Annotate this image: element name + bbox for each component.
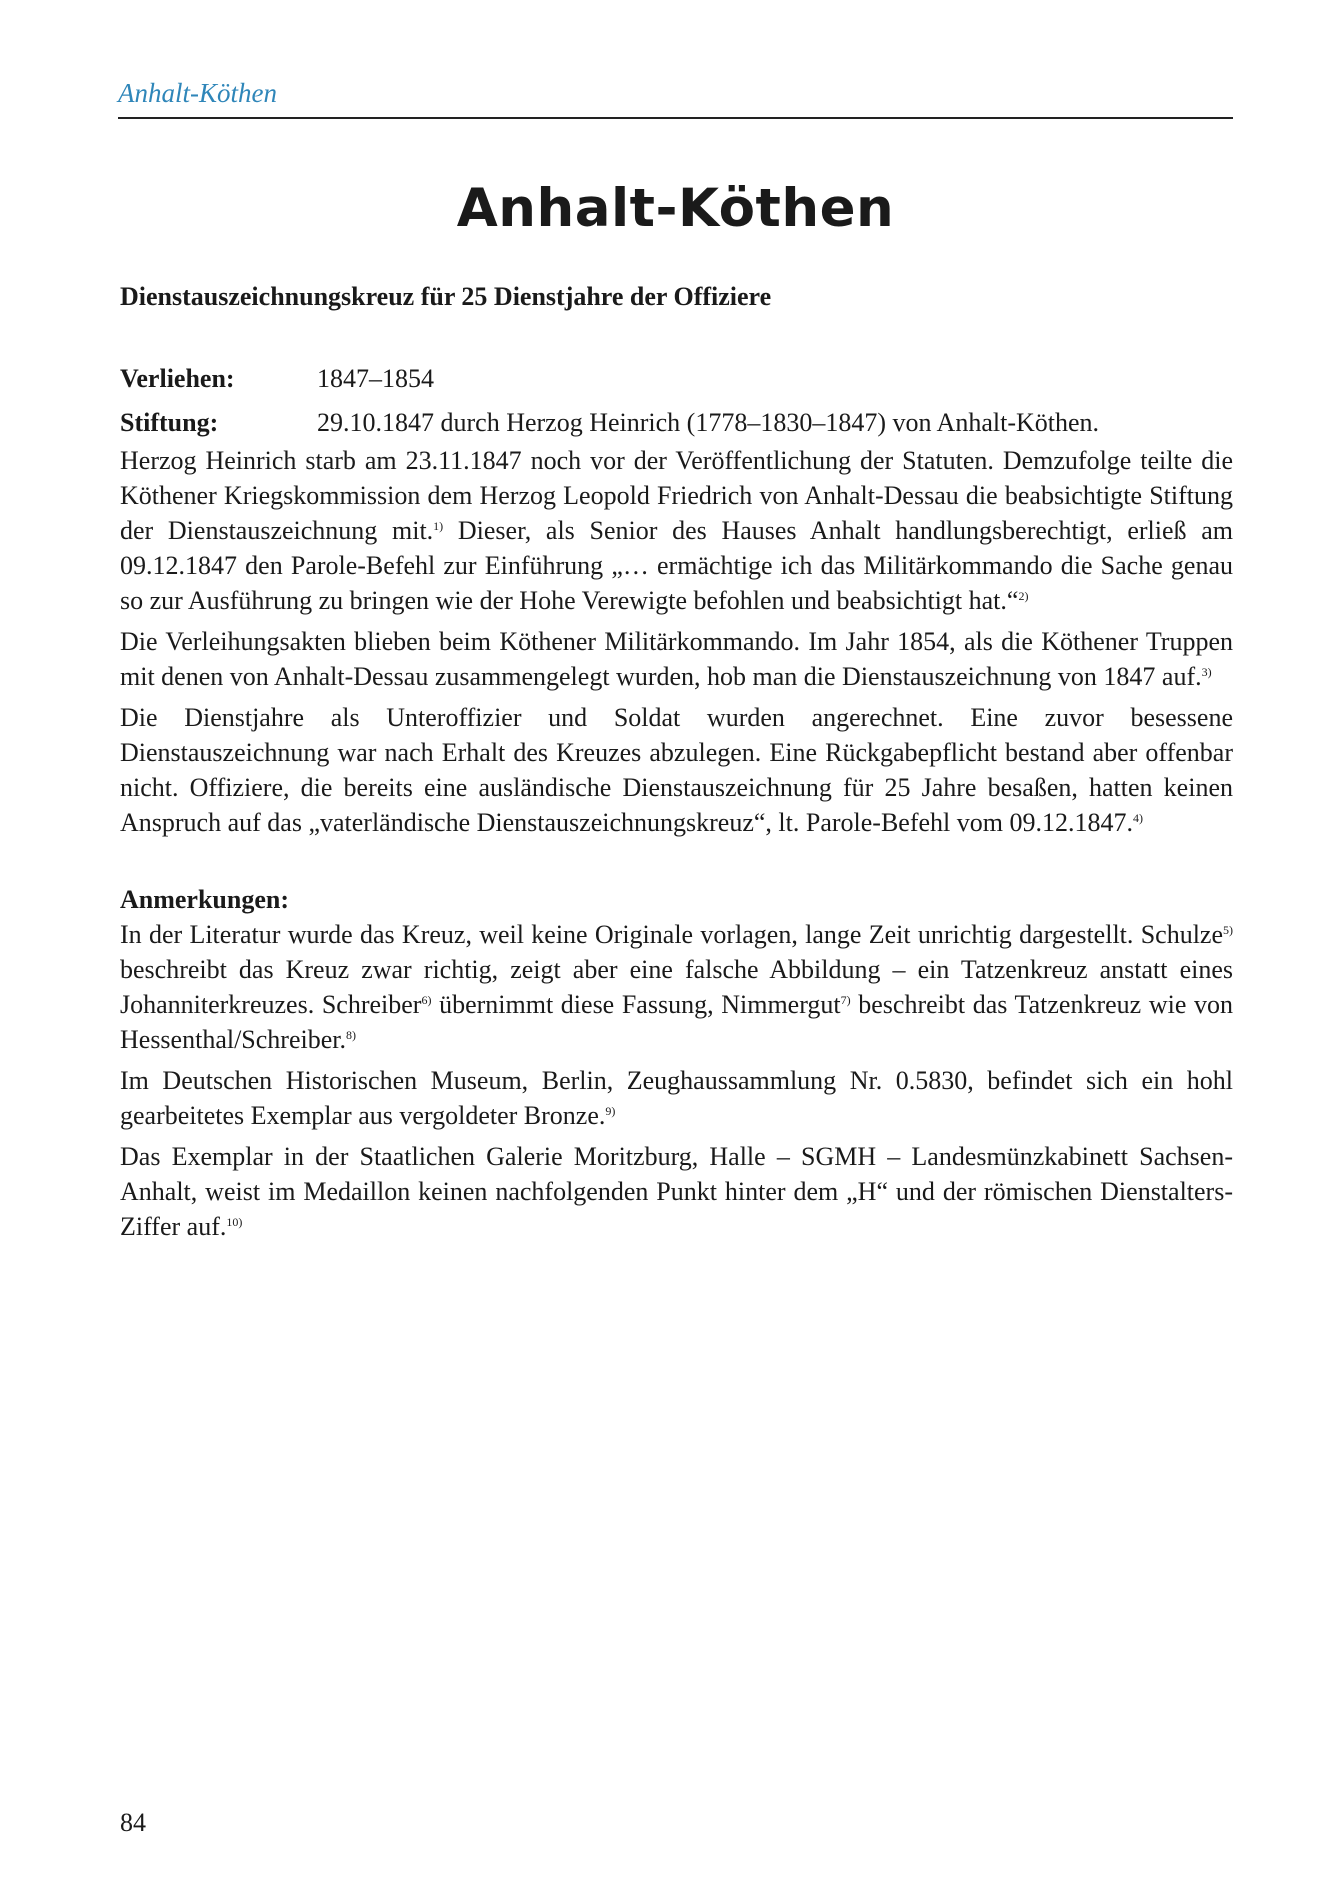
footnote-ref: 6) xyxy=(421,993,432,1007)
footnote-ref: 5) xyxy=(1223,923,1233,937)
body-paragraph: Herzog Heinrich starb am 23.11.1847 noch vor der Veröffentlichung der Statuten. Demzufolge teilte die Köthener Kriegskommission dem Herzog Leopold Friedrich von Anhalt-Dessau die beabsichtigte Stiftung der Dienstauszeichnung mit.$^{1)}$ Dieser, als Senior des Hauses Anhalt handlungsberechtigt, erließ am 09.12.1847 den Parole-Befehl zur Einführung „… ermächtige ich das Militärkommando die Sache genau so zur Ausführung zu bringen wie der Hohe Verewigte befohlen und beabsichtigt hat.“$^{2)}$ xyxy=(120,446,1233,615)
page-content xyxy=(120,279,1233,1244)
running-head: Anhalt-Köthen xyxy=(118,78,277,108)
note-paragraph: In der Literatur wurde das Kreuz, weil keine Originale vorlagen, lange Zeit unrichtig dargestellt. Schulze$^{5)}$ beschreibt das Kreuz zwar richtig, zeigt aber eine falsche Abbildung – ein Tatzenkreuz anstatt eines Johanniterkreuzes. Schreiber$^{6)}$ übernimmt diese Fassung, Nimmergut$^{7)}$ beschreibt das Tatzenkreuz wie von Hessenthal/Schreiber.$^{8)}$ xyxy=(120,920,1233,1054)
meta-label: Verliehen: xyxy=(120,364,235,393)
section-subtitle: Dienstauszeichnungskreuz für 25 Dienstjahre der Offiziere xyxy=(120,282,772,311)
meta-row-stiftung xyxy=(120,405,1233,440)
note-paragraph: Im Deutschen Historischen Museum, Berlin, Zeughaussammlung Nr. 0.5830, befindet sich ein hohl gearbeitetes Exemplar aus vergoldeter Bronze.$^{9)}$ xyxy=(120,1066,1233,1130)
footnote-ref: 2) xyxy=(1018,589,1029,603)
footnote-ref: 7) xyxy=(840,993,851,1007)
meta-row-verliehen xyxy=(120,361,1233,396)
header-rule xyxy=(118,117,1233,119)
footnote-ref: 1) xyxy=(433,519,444,533)
notes-heading: Anmerkungen: xyxy=(120,885,290,914)
meta-label: Stiftung: xyxy=(120,408,219,437)
page-title: Anhalt-Köthen xyxy=(456,178,895,239)
footnote-ref: 4) xyxy=(1132,811,1143,825)
footnote-ref: 3) xyxy=(1201,665,1212,679)
meta-value: 29.10.1847 durch Herzog Heinrich (1778–1830–1847) von Anhalt-Köthen. xyxy=(317,408,1100,437)
page-number: 84 xyxy=(120,1808,146,1837)
footnote-ref: 10) xyxy=(226,1215,243,1229)
footnote-ref: 8) xyxy=(346,1028,356,1042)
body-paragraph: Die Dienstjahre als Unteroffizier und Soldat wurden angerechnet. Eine zuvor besessene Dienstauszeichnung war nach Erhalt des Kreuzes abzulegen. Eine Rückgabepflicht bestand aber offenbar nicht. Offiziere, die bereits eine ausländische Dienstauszeichnung für 25 Jahre besaßen, hatten keinen Anspruch auf das „vaterländische Dienstauszeichnungskreuz“, lt. Parole-Befehl vom 09.12.1847.$^{4)}$ xyxy=(120,703,1233,837)
note-paragraph: Das Exemplar in der Staatlichen Galerie Moritzburg, Halle – SGMH – Landesmünzkabinett Sachsen-Anhalt, weist im Medaillon keinen nachfolgenden Punkt hinter dem „H“ und der römischen Dienstalters-Ziffer auf.$^{10)}$ xyxy=(120,1142,1233,1241)
meta-value: 1847–1854 xyxy=(317,364,434,393)
body-paragraph: Die Verleihungsakten blieben beim Köthener Militärkommando. Im Jahr 1854, als die Köthener Truppen mit denen von Anhalt-Dessau zusammengelegt wurden, hob man die Dienstauszeichnung von 1847 auf.$^{3)}$ xyxy=(120,627,1233,691)
footnote-ref: 9) xyxy=(605,1104,616,1118)
